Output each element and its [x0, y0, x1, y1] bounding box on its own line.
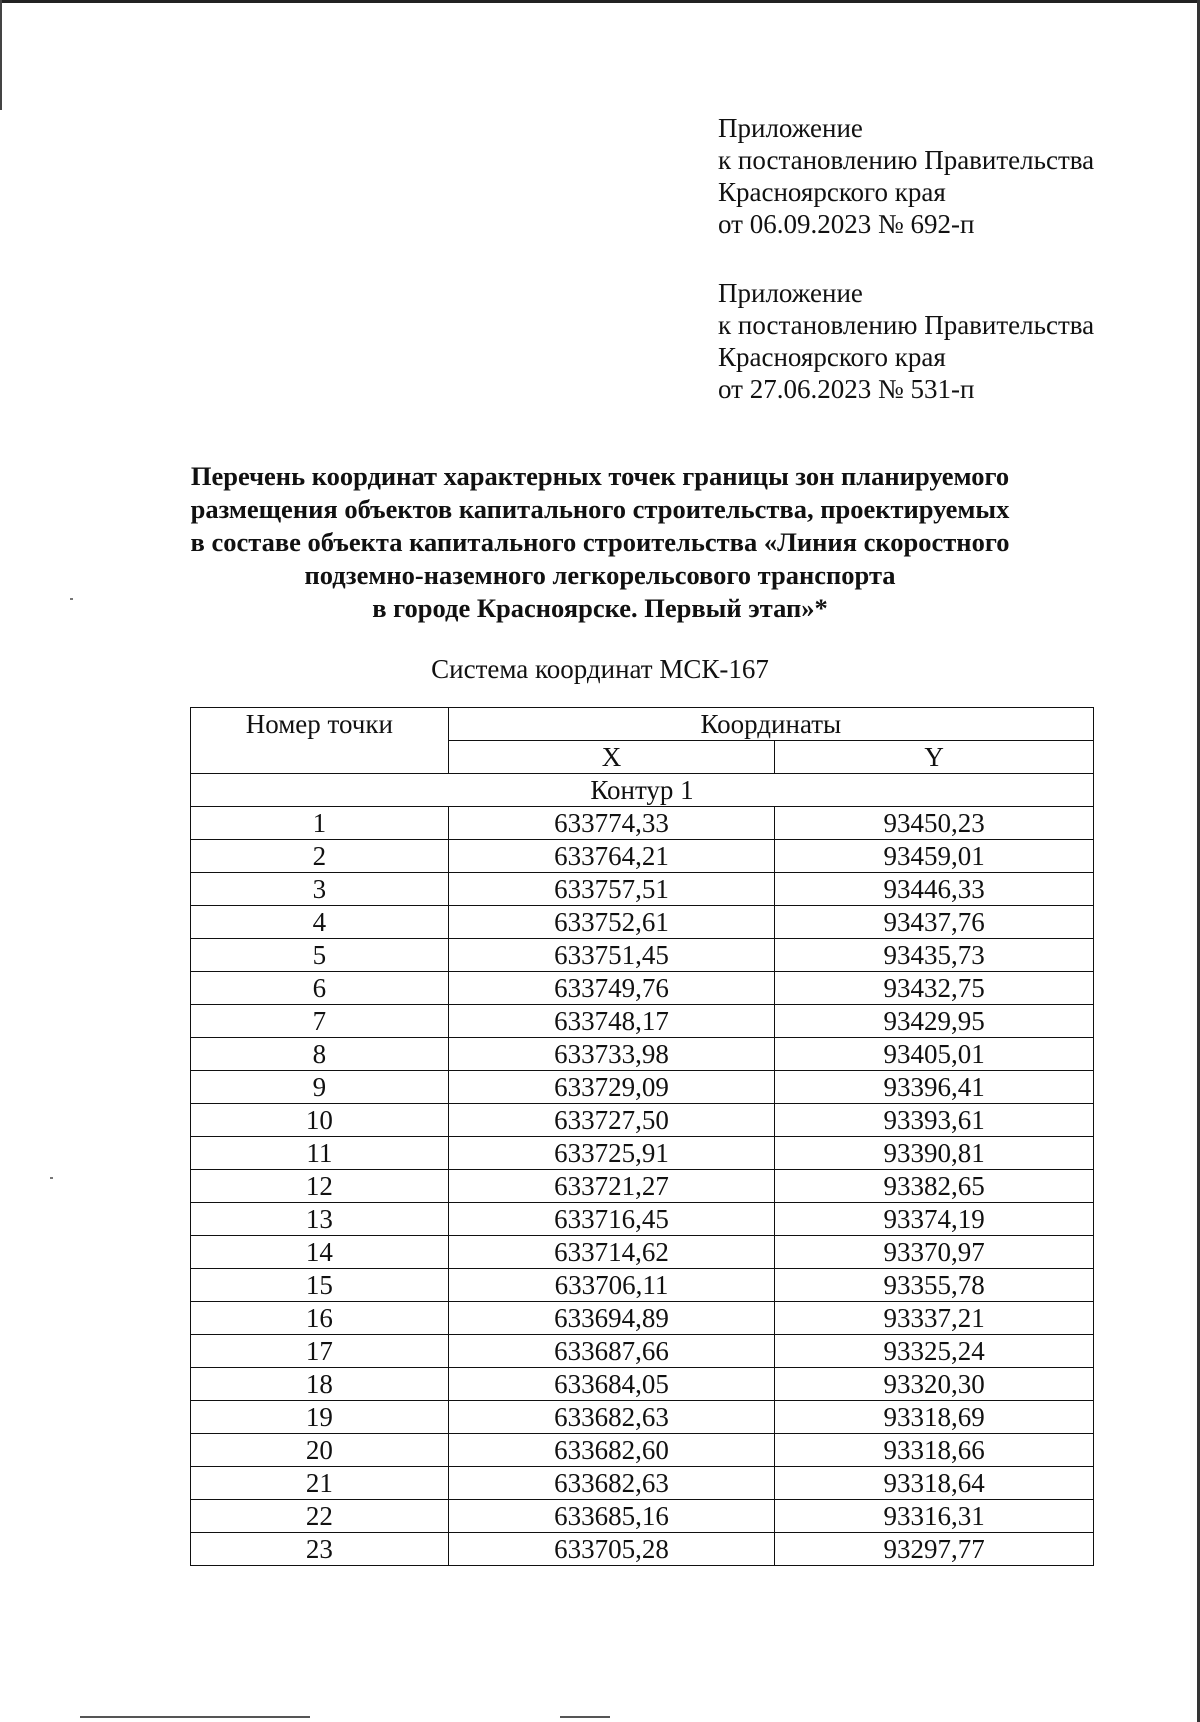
y-coordinate-cell: 93405,01 [775, 1038, 1094, 1071]
y-coordinate-cell: 93370,97 [775, 1236, 1094, 1269]
point-number-cell: 2 [191, 840, 449, 873]
appendix-region: Красноярского края [718, 177, 946, 207]
x-coordinate-cell: 633774,33 [448, 807, 775, 840]
y-coordinate-cell: 93316,31 [775, 1500, 1094, 1533]
scan-edge-top [0, 0, 1200, 3]
y-coordinate-cell: 93297,77 [775, 1533, 1094, 1566]
x-coordinate-cell: 633748,17 [448, 1005, 775, 1038]
x-coordinate-cell: 633752,61 [448, 906, 775, 939]
x-coordinate-cell: 633757,51 [448, 873, 775, 906]
y-coordinate-cell: 93390,81 [775, 1137, 1094, 1170]
header-coordinates: Координаты [448, 708, 1093, 741]
y-coordinate-cell: 93355,78 [775, 1269, 1094, 1302]
point-number-cell: 15 [191, 1269, 449, 1302]
table-row [191, 1500, 1094, 1533]
appendix-date-number: от 27.06.2023 № 531-п [718, 374, 975, 404]
scan-edge-bottom [0, 1716, 1200, 1719]
table-row [191, 807, 1094, 840]
table-row [191, 972, 1094, 1005]
point-number-cell: 5 [191, 939, 449, 972]
point-number-cell: 23 [191, 1533, 449, 1566]
table-row [191, 1005, 1094, 1038]
table-body [191, 774, 1094, 1566]
table-row [191, 1071, 1094, 1104]
y-coordinate-cell: 93429,95 [775, 1005, 1094, 1038]
point-number-cell: 14 [191, 1236, 449, 1269]
point-number-cell: 8 [191, 1038, 449, 1071]
x-coordinate-cell: 633714,62 [448, 1236, 775, 1269]
y-coordinate-cell: 93382,65 [775, 1170, 1094, 1203]
table-row [191, 873, 1094, 906]
table-row [191, 1533, 1094, 1566]
point-number-cell: 16 [191, 1302, 449, 1335]
contour-row [191, 774, 1094, 807]
point-number-cell: 7 [191, 1005, 449, 1038]
coordinate-system-label: Система координат МСК-167 [431, 654, 769, 684]
table-row [191, 1434, 1094, 1467]
point-number-cell: 17 [191, 1335, 449, 1368]
appendix-heading: Приложение [718, 278, 863, 308]
y-coordinate-cell: 93320,30 [775, 1368, 1094, 1401]
table-row [191, 1038, 1094, 1071]
table-row [191, 1104, 1094, 1137]
y-coordinate-cell: 93337,21 [775, 1302, 1094, 1335]
y-coordinate-cell: 93432,75 [775, 972, 1094, 1005]
point-number-cell: 12 [191, 1170, 449, 1203]
x-coordinate-cell: 633682,63 [448, 1401, 775, 1434]
x-coordinate-cell: 633682,63 [448, 1467, 775, 1500]
y-coordinate-cell: 93318,66 [775, 1434, 1094, 1467]
x-coordinate-cell: 633705,28 [448, 1533, 775, 1566]
table-row [191, 1401, 1094, 1434]
title-line: в составе объекта капитального строительства «Линия скоростного [190, 527, 1010, 557]
x-coordinate-cell: 633682,60 [448, 1434, 775, 1467]
point-number-cell: 19 [191, 1401, 449, 1434]
appendix-reference: к постановлению Правительства [718, 145, 1095, 175]
table-row [191, 1137, 1094, 1170]
y-coordinate-cell: 93393,61 [775, 1104, 1094, 1137]
header-point-number: Номер точки [191, 708, 449, 774]
document-title [150, 460, 1050, 625]
point-number-cell: 20 [191, 1434, 449, 1467]
point-number-cell: 3 [191, 873, 449, 906]
y-coordinate-cell: 93446,33 [775, 873, 1094, 906]
table-row [191, 1236, 1094, 1269]
header-y: Y [775, 741, 1094, 774]
appendix-date-number: от 06.09.2023 № 692-п [718, 209, 975, 239]
x-coordinate-cell: 633727,50 [448, 1104, 775, 1137]
table-row [191, 1368, 1094, 1401]
header-x: X [448, 741, 775, 774]
x-coordinate-cell: 633764,21 [448, 840, 775, 873]
y-coordinate-cell: 93435,73 [775, 939, 1094, 972]
table-row [191, 840, 1094, 873]
table-row [191, 1203, 1094, 1236]
title-line: размещения объектов капитального строительства, проектируемых [190, 494, 1010, 524]
x-coordinate-cell: 633729,09 [448, 1071, 775, 1104]
y-coordinate-cell: 93374,19 [775, 1203, 1094, 1236]
table-row [191, 1467, 1094, 1500]
point-number-cell: 9 [191, 1071, 449, 1104]
x-coordinate-cell: 633733,98 [448, 1038, 775, 1071]
title-line: в городе Красноярске. Первый этап»* [372, 593, 828, 623]
scan-edge-left [0, 0, 2, 110]
y-coordinate-cell: 93318,64 [775, 1467, 1094, 1500]
x-coordinate-cell: 633721,27 [448, 1170, 775, 1203]
x-coordinate-cell: 633685,16 [448, 1500, 775, 1533]
appendix-reference: к постановлению Правительства [718, 310, 1095, 340]
contour-label: Контур 1 [191, 774, 1094, 807]
point-number-cell: 4 [191, 906, 449, 939]
table-header-row [191, 708, 1094, 741]
y-coordinate-cell: 93396,41 [775, 1071, 1094, 1104]
appendix-block-current [718, 112, 1094, 240]
table-row [191, 906, 1094, 939]
scan-speck [70, 598, 73, 600]
title-line: Перечень координат характерных точек границы зон планируемого [190, 461, 1010, 491]
y-coordinate-cell: 93450,23 [775, 807, 1094, 840]
y-coordinate-cell: 93325,24 [775, 1335, 1094, 1368]
coordinates-table [190, 707, 1094, 1566]
point-number-cell: 11 [191, 1137, 449, 1170]
appendix-block-original [718, 277, 1094, 405]
table-row [191, 1269, 1094, 1302]
table-row [191, 1302, 1094, 1335]
x-coordinate-cell: 633684,05 [448, 1368, 775, 1401]
appendix-heading: Приложение [718, 113, 863, 143]
point-number-cell: 1 [191, 807, 449, 840]
scan-speck [50, 1177, 53, 1179]
table-row [191, 939, 1094, 972]
point-number-cell: 21 [191, 1467, 449, 1500]
x-coordinate-cell: 633725,91 [448, 1137, 775, 1170]
point-number-cell: 13 [191, 1203, 449, 1236]
y-coordinate-cell: 93318,69 [775, 1401, 1094, 1434]
y-coordinate-cell: 93437,76 [775, 906, 1094, 939]
table-row [191, 1170, 1094, 1203]
point-number-cell: 10 [191, 1104, 449, 1137]
x-coordinate-cell: 633749,76 [448, 972, 775, 1005]
point-number-cell: 18 [191, 1368, 449, 1401]
appendix-region: Красноярского края [718, 342, 946, 372]
title-line: подземно-наземного легкорельсового транспорта [304, 560, 896, 590]
point-number-cell: 6 [191, 972, 449, 1005]
x-coordinate-cell: 633687,66 [448, 1335, 775, 1368]
x-coordinate-cell: 633716,45 [448, 1203, 775, 1236]
point-number-cell: 22 [191, 1500, 449, 1533]
table-row [191, 1335, 1094, 1368]
x-coordinate-cell: 633694,89 [448, 1302, 775, 1335]
x-coordinate-cell: 633706,11 [448, 1269, 775, 1302]
y-coordinate-cell: 93459,01 [775, 840, 1094, 873]
x-coordinate-cell: 633751,45 [448, 939, 775, 972]
